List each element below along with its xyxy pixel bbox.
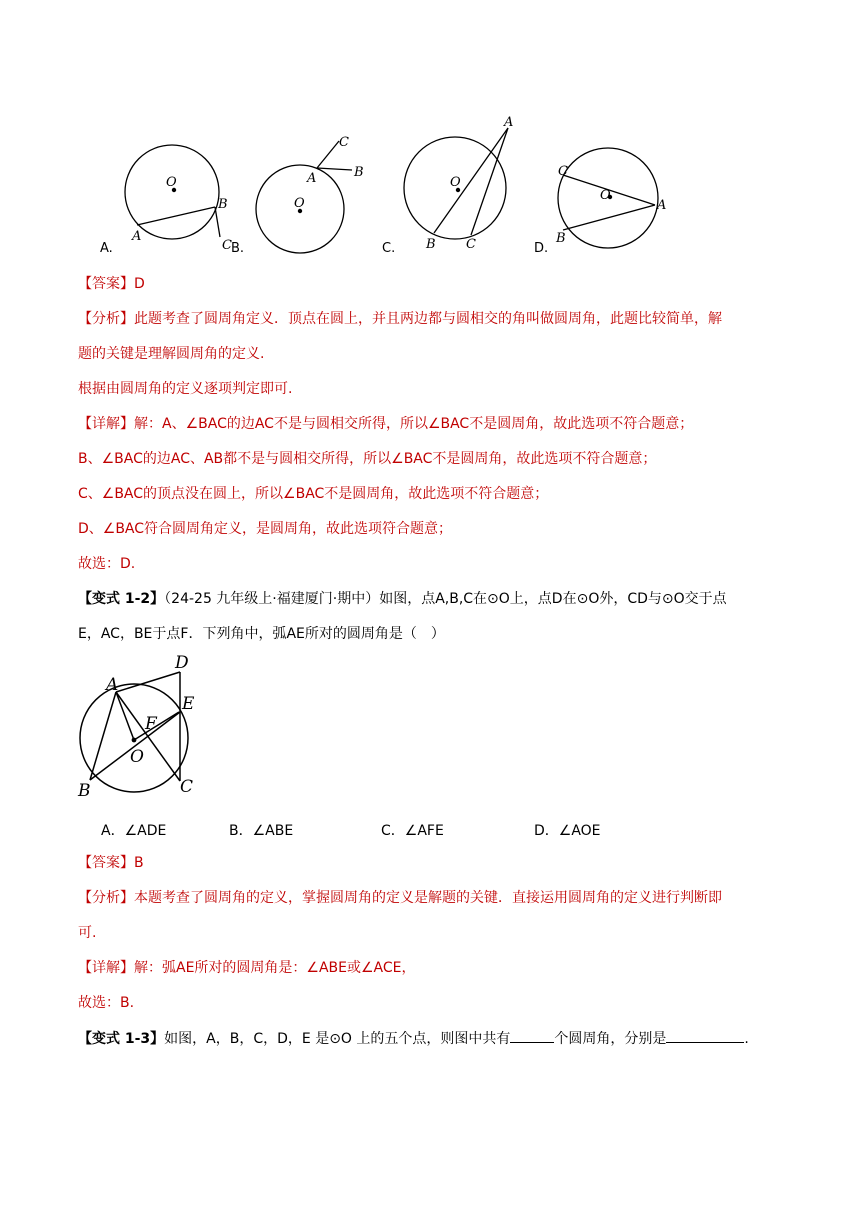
fig-b-label-o: O xyxy=(294,196,305,211)
fig-c-label-a: A xyxy=(504,115,514,130)
fig2-label-f: F xyxy=(145,714,157,734)
fig-a-label-b: B xyxy=(218,197,228,212)
fig-d-label-b: B xyxy=(556,231,566,246)
fig-c-label-o: O xyxy=(450,175,461,190)
option-c-label: C. xyxy=(382,241,396,256)
q1-answer xyxy=(78,274,145,294)
q2-answer-value: B xyxy=(134,855,144,871)
fig2-label-o: O xyxy=(130,747,144,767)
q2-option-a-text: ∠ADE xyxy=(124,823,167,839)
q2-answer xyxy=(78,853,144,873)
fig-b-label-a: A xyxy=(307,171,317,186)
q2-detail-text: 解：弧AE所对的圆周角是：∠ABE或∠ACE， xyxy=(134,960,416,976)
q1-analysis-2: 题的关键是理解圆周角的定义. xyxy=(78,346,265,362)
q1-detail-4: D、∠BAC符合圆周角定义，是圆周角，故此选项符合题意； xyxy=(78,521,453,537)
q2-stem-2: E，AC，BE于点F．下列角中，弧AE所对的圆周角是（ ） xyxy=(78,626,445,642)
q2-option-a-key: A． xyxy=(101,823,125,839)
q2-option-a xyxy=(101,820,166,840)
q2-option-d-text: ∠AOE xyxy=(558,823,601,839)
option-d-label: D. xyxy=(534,241,549,256)
option-a-label: A. xyxy=(100,241,113,256)
q3-blank-count[interactable] xyxy=(510,1028,554,1043)
q2-option-d-key: D． xyxy=(534,823,559,839)
fig-b-label-b: B xyxy=(354,165,364,180)
fig-a-label-o: O xyxy=(166,175,177,190)
q2-option-c-text: ∠AFE xyxy=(404,823,444,839)
q2-analysis-text: 本题考查了圆周角的定义，掌握圆周角的定义是解题的关键．直接运用圆周角的定义进行判断即 xyxy=(134,890,722,906)
q3-blank-list[interactable] xyxy=(666,1028,744,1043)
q2-choose: 故选：B. xyxy=(78,995,135,1011)
analysis-text: 此题考查了圆周角定义．顶点在圆上，并且两边都与圆相交的角叫做圆周角，此题比较简单，解 xyxy=(134,311,722,327)
fig-c-label-c: C xyxy=(466,237,476,252)
q2-detail-tag: 【详解】 xyxy=(78,960,134,976)
q3-title-tag: 【变式 1-3】 xyxy=(78,1031,165,1047)
q2-option-b-key: B． xyxy=(229,823,253,839)
q3-stem xyxy=(78,1028,749,1049)
q2-stem-text: （24-25 九年级上·福建厦门·期中）如图，点A,B,C在⊙O上，点D在⊙O外，CD与⊙O交于点 xyxy=(164,591,727,607)
q1-detail-3: C、∠BAC的顶点没在圆上，所以∠BAC不是圆周角，故此选项不符合题意； xyxy=(78,486,549,502)
q3-stem-part1: 如图，A，B，C，D，E 是⊙O 上的五个点，则图中共有 xyxy=(164,1031,511,1047)
q2-analysis-2: 可. xyxy=(78,925,97,941)
q2-analysis-tag: 【分析】 xyxy=(78,890,134,906)
q2-option-b xyxy=(229,820,293,840)
fig2-label-d: D xyxy=(175,653,189,673)
fig-d-label-o: O xyxy=(600,188,611,203)
q2-detail-1 xyxy=(78,958,416,978)
option-b-label: B. xyxy=(231,241,245,256)
q1-choose: 故选：D. xyxy=(78,556,136,572)
detail-text: 解：A、∠BAC的边AC不是与圆相交所得，所以∠BAC不是圆周角，故此选项不符合题意； xyxy=(134,416,694,432)
fig-c-label-b: B xyxy=(426,237,436,252)
q1-analysis-3: 根据由圆周角的定义逐项判定即可. xyxy=(78,381,293,397)
center-dot-o xyxy=(132,738,137,743)
detail-tag: 【详解】 xyxy=(78,416,134,432)
q2-figure xyxy=(0,650,868,805)
fig-a-label-c: C xyxy=(222,238,232,253)
fig-d-label-a: A xyxy=(657,198,667,213)
fig2-label-b: B xyxy=(78,781,91,801)
q2-option-c-key: C． xyxy=(381,823,405,839)
answer-tag: 【答案】 xyxy=(78,276,134,292)
q2-title-tag: 【变式 1-2】 xyxy=(78,591,165,607)
q2-option-d xyxy=(534,820,601,840)
fig-d-label-c: C xyxy=(558,164,568,179)
q1-detail-2: B、∠BAC的边AC、AB都不是与圆相交所得，所以∠BAC不是圆周角，故此选项不符合题意； xyxy=(78,451,657,467)
answer-value: D xyxy=(134,276,145,292)
fig-a-label-a: A xyxy=(132,229,142,244)
q2-answer-tag: 【答案】 xyxy=(78,855,134,871)
q1-figures xyxy=(0,100,868,265)
q2-option-c xyxy=(381,820,444,840)
q2-stem-1 xyxy=(78,589,727,609)
q1-detail-1 xyxy=(78,414,693,434)
fig2-label-e: E xyxy=(182,694,195,714)
fig2-label-c: C xyxy=(180,777,194,797)
q2-analysis-1 xyxy=(78,888,722,908)
q3-stem-end: . xyxy=(744,1031,749,1047)
analysis-tag: 【分析】 xyxy=(78,311,134,327)
q1-analysis-1 xyxy=(78,309,722,329)
fig-b-label-c: C xyxy=(339,135,349,150)
fig2-label-a: A xyxy=(106,675,119,695)
q3-stem-part2: 个圆周角，分别是 xyxy=(554,1031,667,1047)
q2-option-b-text: ∠ABE xyxy=(252,823,294,839)
